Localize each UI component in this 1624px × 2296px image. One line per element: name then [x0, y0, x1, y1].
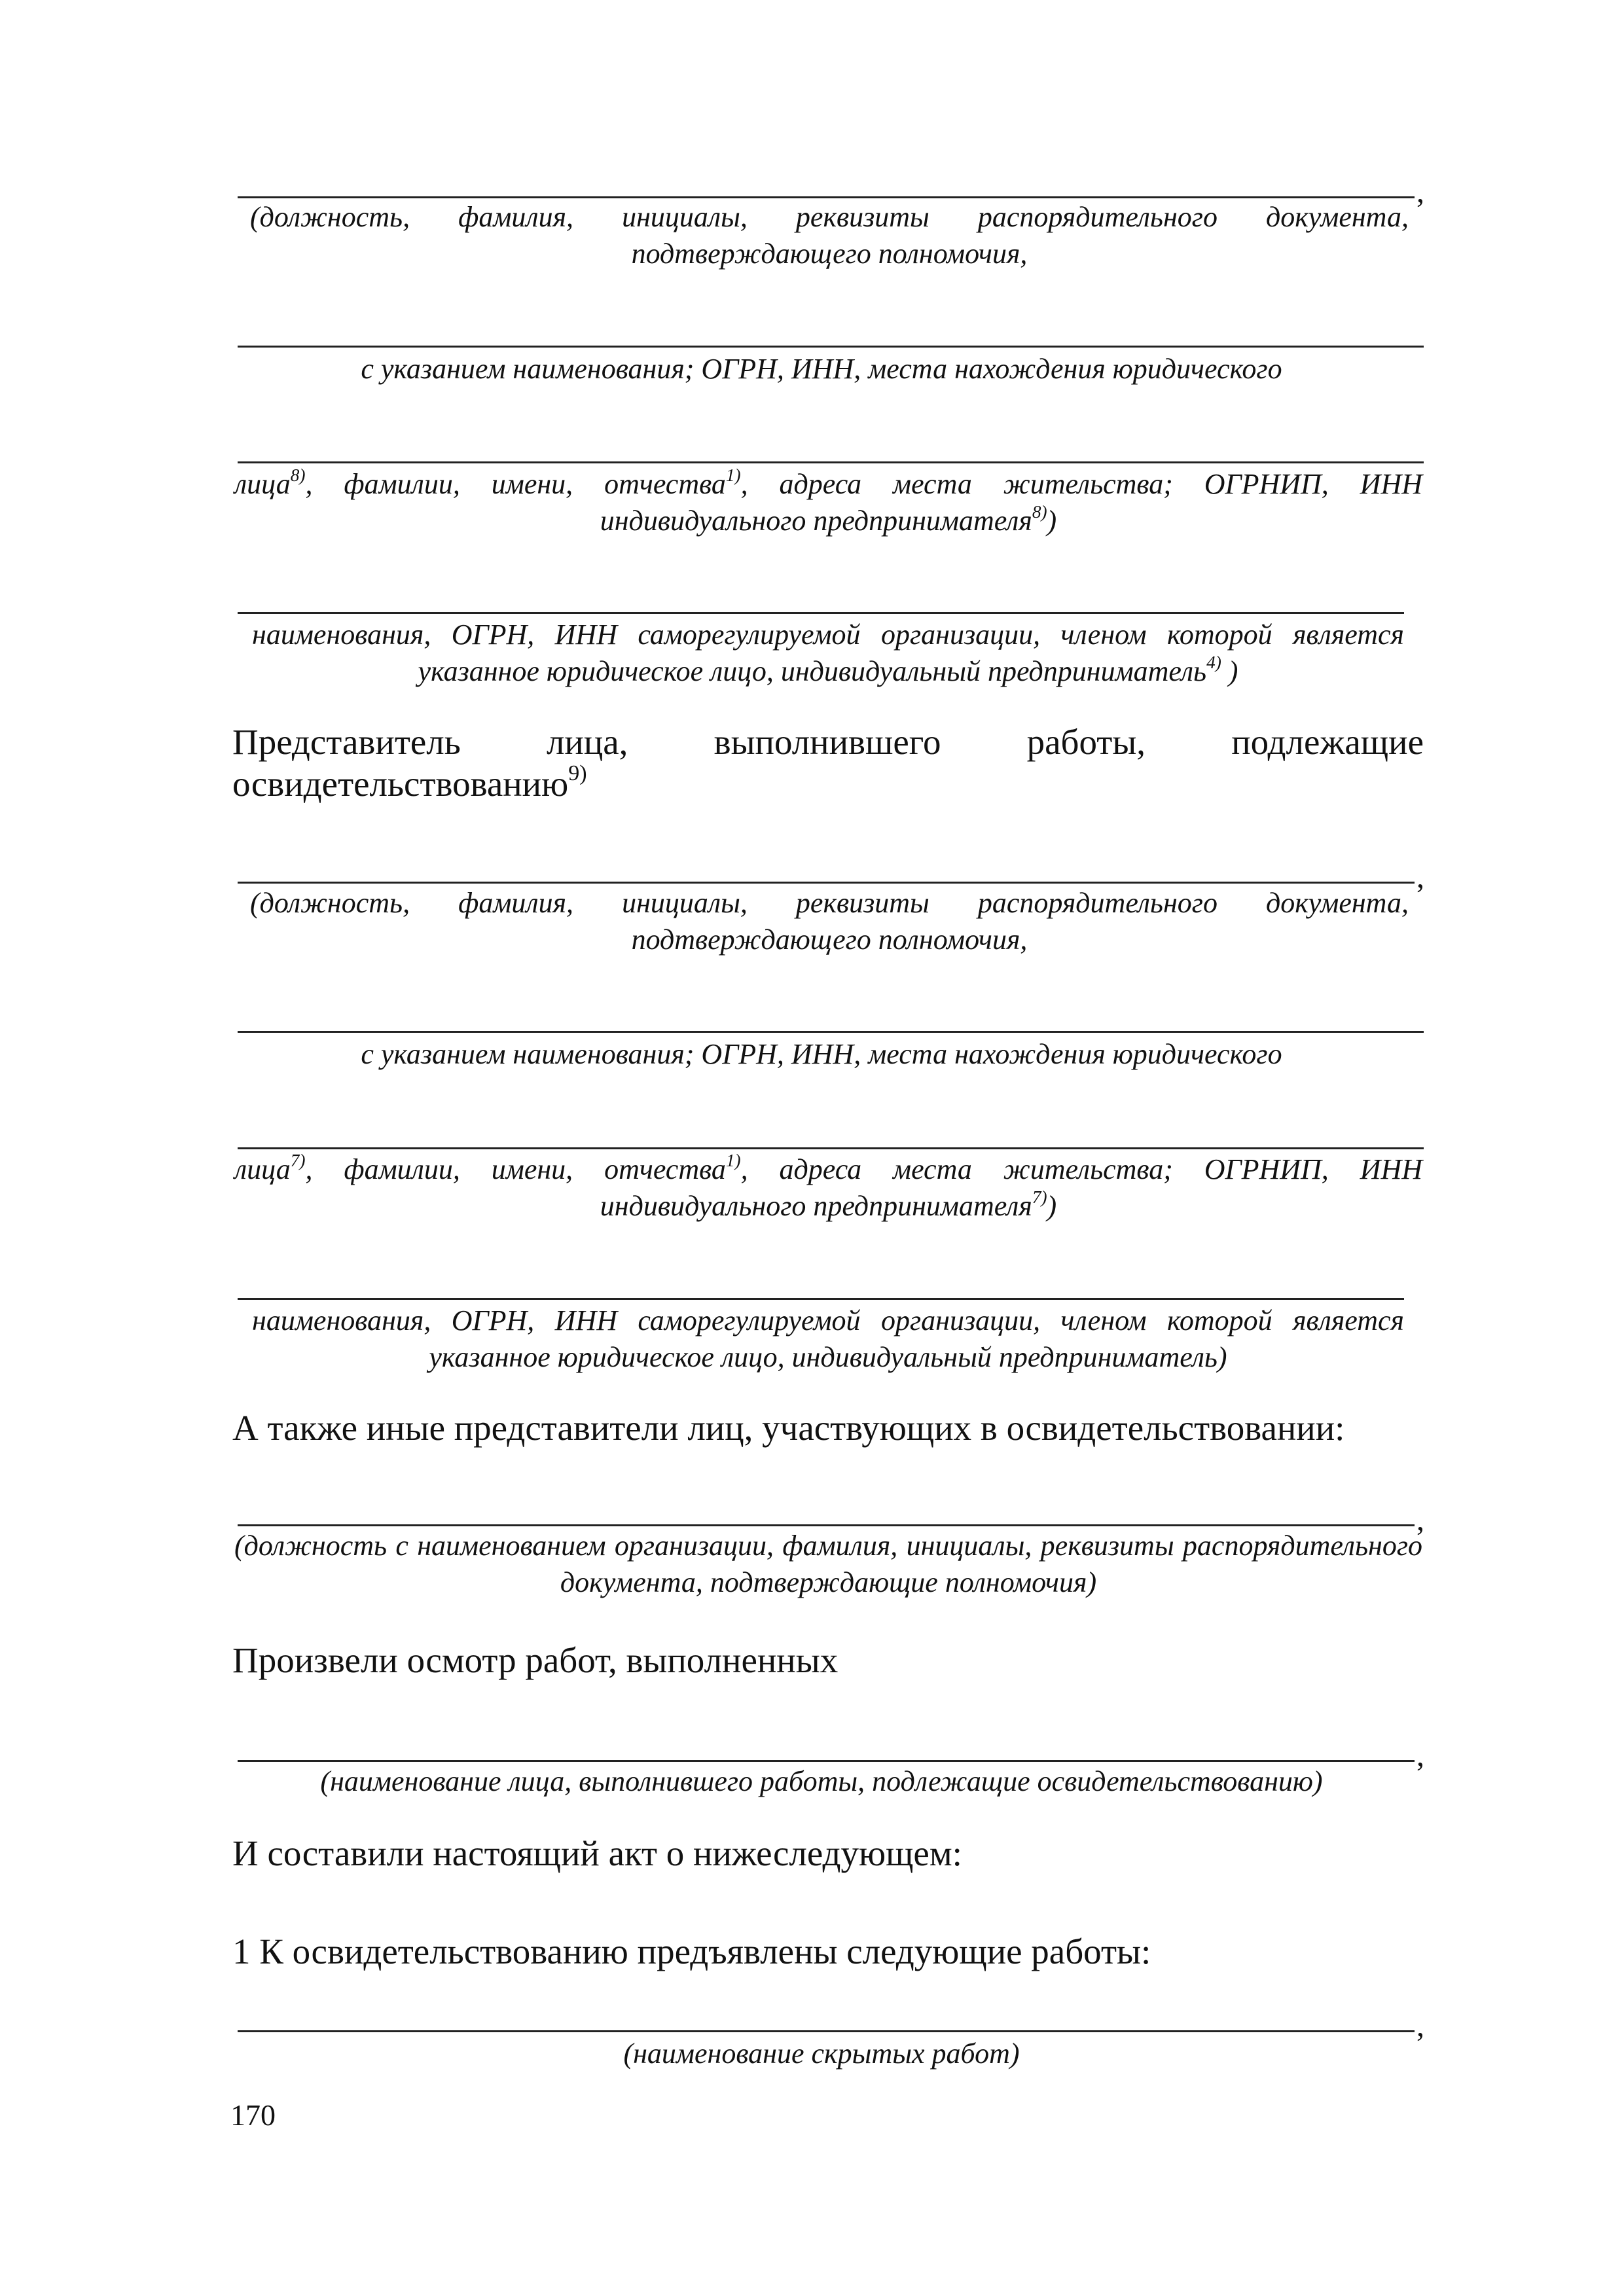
caption-sro-1: наименования, ОГРН, ИНН саморегулируемой организации, членом которой является указанное юридическое лицо, индивидуальный предприниматель$^{4)}$ ) [252, 619, 1404, 687]
caption-legal-entity-2: с указанием наименования; ОГРН, ИНН, места нахождения юридического [361, 1038, 1282, 1070]
fill-line-person-2[interactable] [238, 1147, 1424, 1149]
caption-executor: (наименование лица, выполнившего работы, подлежащие освидетельствованию) [320, 1765, 1323, 1797]
comma: , [1416, 175, 1424, 209]
fill-line-sro-1[interactable] [238, 612, 1404, 614]
section-compose: И составили настоящий акт о нижеследующем: [232, 1833, 962, 1873]
caption-sro-2: наименования, ОГРН, ИНН саморегулируемой организации, членом которой является указанное юридическое лицо, индивидуальный предприниматель) [252, 1304, 1404, 1373]
section-inspection: Произвели осмотр работ, выполненных [232, 1640, 839, 1680]
fill-line-sro-2[interactable] [238, 1298, 1404, 1300]
caption-person-2: лица$^{7)}$, фамилии, имени, отчества$^{1)}$, адреса места жительства; ОГРНИП, ИНН индивидуального предпринимателя$^{7)}$) [234, 1150, 1423, 1222]
page-number: 170 [230, 2098, 276, 2132]
caption-legal-entity-1: с указанием наименования; ОГРН, ИНН, места нахождения юридического [361, 353, 1282, 385]
fill-line-executor[interactable] [238, 1760, 1415, 1762]
fill-line-person-1[interactable] [238, 461, 1424, 463]
comma: , [1416, 1503, 1424, 1537]
caption-person-1: лица$^{8)}$, фамилии, имени, отчества$^{1)}$, адреса места жительства; ОГРНИП, ИНН индивидуального предпринимателя$^{8)}$) [234, 465, 1423, 537]
fill-line-position-2[interactable] [238, 882, 1415, 884]
section-representative: Представитель лица, выполнившего работы, подлежащие освидетельствованию$^{9)}$ [232, 722, 1424, 804]
fill-line-hidden-works[interactable] [238, 2030, 1415, 2032]
caption-hidden-works: (наименование скрытых работ) [623, 2037, 1020, 2070]
comma: , [1416, 1738, 1424, 1773]
fill-line-position-1[interactable] [238, 196, 1415, 198]
section-other-representatives: А также иные представители лиц, участвующих в освидетельствовании: [232, 1408, 1345, 1448]
caption-position-2: (должность, фамилия, инициалы, реквизиты распорядительного документа, подтверждающего полномочия, [250, 887, 1409, 956]
caption-others: (должность с наименованием организации, фамилия, инициалы, реквизиты распорядительного документа, подтверждающие полномочия) [234, 1530, 1422, 1598]
comma: , [1416, 860, 1424, 895]
fill-line-name-1[interactable] [238, 346, 1424, 348]
caption-position-1: (должность, фамилия, инициалы, реквизиты распорядительного документа, подтверждающего полномочия, [250, 201, 1409, 270]
section-item-1: 1 К освидетельствованию предъявлены следующие работы: [232, 1931, 1151, 1971]
comma: , [1416, 2009, 1424, 2043]
fill-line-name-2[interactable] [238, 1031, 1424, 1033]
fill-line-others[interactable] [238, 1524, 1415, 1526]
